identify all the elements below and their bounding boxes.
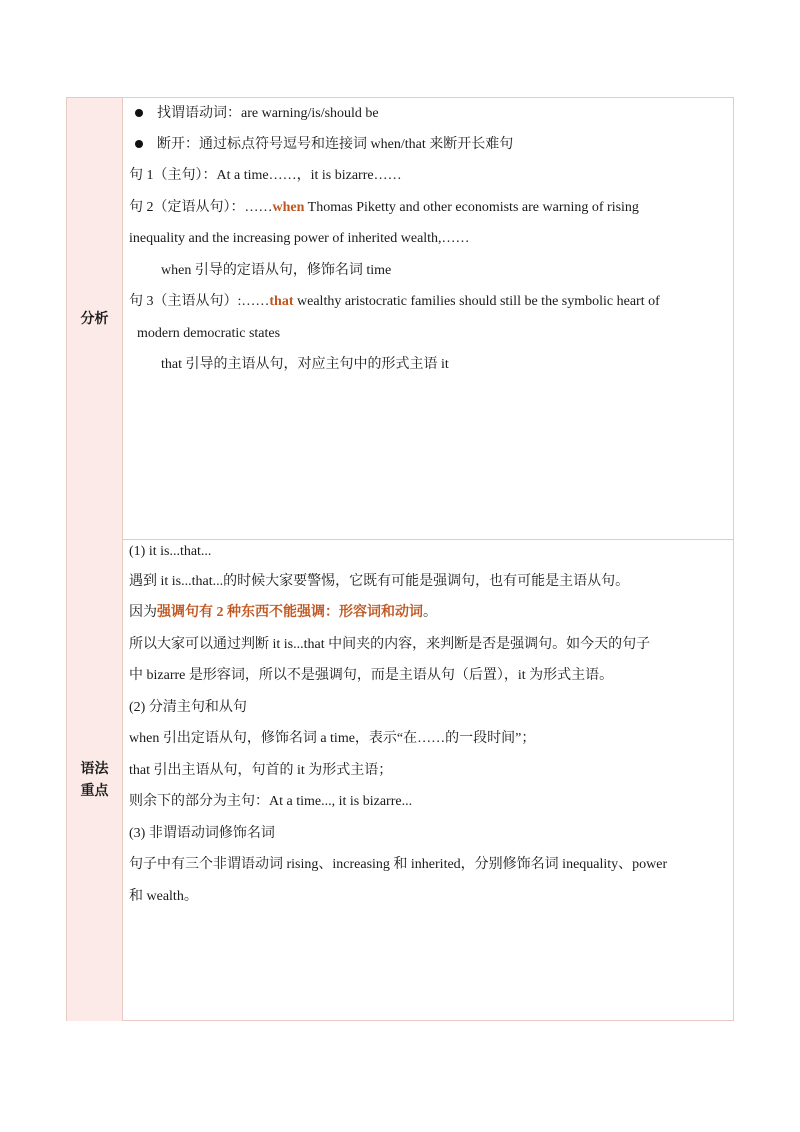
sentence-3-note: that 引导的主语从句，对应主句中的形式主语 it <box>161 357 449 372</box>
point-1-text: 遇到 it is...that...的时候大家要警惕，它既有可能是强调句，也有可能是主语从句。 <box>129 574 630 589</box>
highlight-when: when <box>272 200 305 215</box>
sentence-2-continued: inequality and the increasing power of inherited wealth,…… <box>129 231 470 246</box>
point-1-explanation-cont: 中 bizarre 是形容词，所以不是强调句，而是主语从句（后置），it 为形式主语。 <box>129 668 614 683</box>
bullet-icon <box>135 109 143 117</box>
point-1-explanation: 所以大家可以通过判断 it is...that 中间夹的内容，来判断是否是强调句。如今天的句子 <box>129 637 651 652</box>
row-label-cell <box>67 539 123 1021</box>
sentence-2-note: when 引导的定语从句，修饰名词 time <box>161 263 392 278</box>
analysis-content <box>129 98 729 539</box>
row-label-analysis: 分析 <box>80 310 109 327</box>
point-2-when: when 引出定语从句，修饰名词 a time，表示“在……的一段时间”； <box>129 731 536 746</box>
highlight-that: that <box>269 294 294 309</box>
row-label-cell <box>67 98 123 539</box>
point-3-text-cont: 和 wealth。 <box>129 889 198 904</box>
bullet-icon <box>135 140 143 148</box>
analysis-table <box>66 97 734 1021</box>
highlight-emphasis-rule: 强调句有 2 种东西不能强调：形容词和动词 <box>157 605 423 620</box>
sentence-1: 句 1（主句）：At a time……，it is bizarre…… <box>129 168 402 183</box>
row-label-grammar: 语法 重点 <box>80 761 109 799</box>
sentence-3-continued: modern democratic states <box>137 326 281 341</box>
sentence-2: 句 2（定语从句）：……when Thomas Piketty and other economists are warning of rising <box>129 200 639 215</box>
point-3-heading: (3) 非谓语动词修饰名词 <box>129 826 275 841</box>
grammar-content <box>129 539 729 1021</box>
point-1-reason: 因为强调句有 2 种东西不能强调：形容词和动词。 <box>129 605 437 620</box>
table-row-grammar <box>67 539 733 1021</box>
bullet-line-predicate: 找谓语动词：are warning/is/should be <box>129 104 729 124</box>
bullet-line-split: 断开：通过标点符号逗号和连接词 when/that 来断开长难句 <box>129 135 729 155</box>
point-1-heading: (1) it is...that... <box>129 544 212 559</box>
point-2-that: that 引出主语从句，句首的 it 为形式主语； <box>129 763 393 778</box>
point-2-main: 则余下的部分为主句：At a time..., it is bizarre... <box>129 794 413 809</box>
table-row-analysis <box>67 98 733 540</box>
point-2-heading: (2) 分清主句和从句 <box>129 700 247 715</box>
point-3-text: 句子中有三个非谓语动词 rising、increasing 和 inherited，分别修饰名词 inequality、power <box>129 857 668 872</box>
sentence-3: 句 3（主语从句）:……that wealthy aristocratic families should still be the symbolic heart of <box>129 294 660 309</box>
